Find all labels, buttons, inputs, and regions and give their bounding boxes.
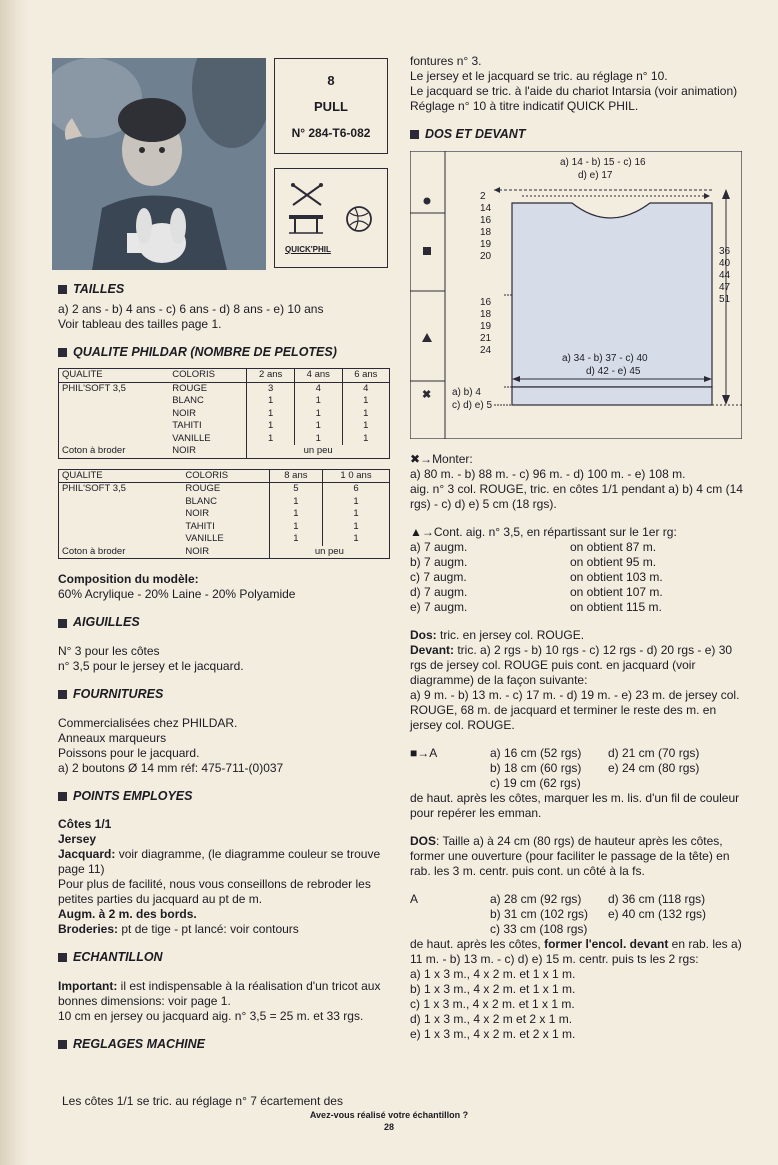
monter-line-1: a) 80 m. - b) 88 m. - c) 96 m. - d) 100 m. - e) 108 m. <box>410 466 686 481</box>
table-header-cell: COLORIS <box>169 369 247 382</box>
diagram-value: 19 <box>480 320 492 332</box>
right-top-1: fontures n° 3. <box>410 54 482 68</box>
tailles-line: a) 2 ans - b) 4 ans - c) 6 ans - d) 8 ans - e) 10 ans <box>58 301 324 316</box>
dos-line: Dos: tric. en jersey col. ROUGE. <box>410 627 585 642</box>
diagram-top-2: d) e) 17 <box>578 169 613 181</box>
table-row: VANILLE 1 1 1 <box>59 433 389 446</box>
qualite-table-1 <box>58 368 390 459</box>
diagram-value: 21 <box>480 332 492 344</box>
page-number: 28 <box>383 1122 394 1132</box>
diagram-value: 44 <box>719 269 731 281</box>
composition-text: 60% Acrylique - 20% Laine - 20% Polyamide <box>58 587 296 602</box>
diagram-left-b <box>480 297 491 357</box>
page-edge <box>0 0 28 1165</box>
table-row: PHIL'SOFT 3,5 ROUGE 5 6 <box>59 483 389 496</box>
mark-a2-block: A a) 28 cm (92 rgs) d) 36 cm (118 rgs) b) 31 cm (102 rgs) e) 40 cm (132 rgs) c) 33 cm (108 rgs) <box>410 891 707 936</box>
diagram-value: 40 <box>719 257 731 269</box>
table-row: TAHITI 1 1 <box>59 521 389 534</box>
diagram-value: 16 <box>480 296 492 308</box>
square-marker-icon <box>423 247 431 255</box>
table-row: Coton à broder NOIR un peu <box>59 445 389 458</box>
reglages-line-1: Les côtes 1/1 se tric. au réglage n° 7 écartement des <box>62 1094 343 1108</box>
cont-row: b) 7 augm. on obtient 95 m. <box>410 554 657 569</box>
cont-row: d) 7 augm. on obtient 107 m. <box>410 584 663 599</box>
mark-a2-label: A <box>410 891 419 906</box>
diagram-mid-1: a) 34 - b) 37 - c) 40 <box>562 352 648 364</box>
table-header-cell: 2 ans <box>247 369 295 382</box>
diagram-value: 51 <box>719 293 731 305</box>
diagram-value: 47 <box>719 281 731 293</box>
mark-a-label: ■→A <box>410 745 438 760</box>
diagram-value: 36 <box>719 245 731 257</box>
fournitures-line-4: a) 2 boutons Ø 14 mm réf: 475-711-(0)037 <box>58 760 284 775</box>
devant-line-2: a) 9 m. - b) 13 m. - c) 17 m. - d) 19 m. - e) 23 m. de jersey col. ROUGE, 68 m. de jacquard et terminer le reste des m. en jersey col. ROUGE. <box>410 687 740 732</box>
cont-row: a) 7 augm. on obtient 87 m. <box>410 539 657 554</box>
fournitures-line-1: Commercialisées chez PHILDAR. <box>58 715 238 730</box>
echantillon-important: Important: il est indispensable à la réalisation d'un tricot aux bonnes dimensions: voir page 1. <box>58 978 381 1008</box>
composition-title: Composition du modèle: <box>58 572 199 587</box>
diagram-bot-1: a) b) 4 <box>452 386 481 398</box>
diagram-right-values <box>719 246 730 306</box>
devant-line: Devant: tric. a) 2 rgs - b) 10 rgs - c) 12 rgs - d) 20 rgs - e) 30 rgs de jersey col. ROUGE puis cont. en jacquard (voir diagramme) de la façon suivante: <box>410 642 733 687</box>
table-header-cell: COLORIS <box>182 470 269 483</box>
quickphil-label: QUICK'PHIL <box>285 245 331 254</box>
qualite-table-2 <box>58 469 390 560</box>
points-conseil: Pour plus de facilité, nous vous conseillons de rebroder les petites parties du jacquard au pt de m. <box>58 877 371 907</box>
diagram-value: 2 <box>480 190 486 202</box>
dos-2: DOS: Taille a) à 24 cm (80 rgs) de hauteur après les côtes, former une ouverture (pour faciliter le passage de la tête) en rab. les 3 m. centr. puis cont. un côté à la fs. <box>410 833 730 878</box>
cont-label: ▲→Cont. aig. n° 3,5, en répartissant sur le 1er rg: <box>410 524 677 539</box>
points-jersey: Jersey <box>58 832 97 847</box>
table-row: Coton à broder NOIR un peu <box>59 546 389 559</box>
right-column <box>410 54 750 1042</box>
points-broderies: Broderies: pt de tige - pt lancé: voir contours <box>58 922 299 937</box>
right-top-3: Le jacquard se tric. à l'aide du chariot Intarsia (voir animation) <box>410 84 738 98</box>
table-row: NOIR 1 1 1 <box>59 408 389 421</box>
points-heading: POINTS EMPLOYES <box>58 789 398 805</box>
diagram-value: 18 <box>480 226 492 238</box>
aiguilles-heading: AIGUILLES <box>58 615 398 631</box>
triangle-marker-icon <box>422 333 432 342</box>
fournitures-line-3: Poissons pour le jacquard. <box>58 745 200 760</box>
table-header-cell: 8 ans <box>269 470 322 483</box>
circle-marker-icon <box>424 197 431 204</box>
dos-devant-diagram <box>410 151 742 439</box>
left-column <box>58 282 398 1052</box>
child-photo <box>52 58 266 270</box>
table-row: VANILLE 1 1 <box>59 533 389 546</box>
points-jacquard: Jacquard: voir diagramme, (le diagramme couleur se trouve page 11) <box>58 847 381 877</box>
right-top-4: Réglage n° 10 à titre indicatif QUICK PHIL. <box>410 99 639 113</box>
footer-question: Avez-vous réalisé votre échantillon ? <box>309 1110 469 1120</box>
tailles-heading: TAILLES <box>58 282 398 298</box>
table-row: NOIR 1 1 <box>59 508 389 521</box>
cont-row: c) 7 augm. on obtient 103 m. <box>410 569 663 584</box>
right-top-2: Le jersey et le jacquard se tric. au réglage n° 10. <box>410 69 668 83</box>
tailles-note: Voir tableau des tailles page 1. <box>58 316 222 331</box>
mark-a-after: de haut. après les côtes, marquer les m. lis. d'un fil de couleur pour repérer les emman. <box>410 790 740 820</box>
diagram-bot-2: c) d) e) 5 <box>452 399 493 411</box>
list-item: e) 1 x 3 m., 4 x 2 m. et 2 x 1 m. <box>410 1026 576 1041</box>
cross-marker-icon: ✖ <box>422 388 432 401</box>
encol-list <box>410 967 750 1042</box>
pattern-ref-box <box>274 58 388 154</box>
table-row: BLANC 1 1 1 <box>59 395 389 408</box>
monter-line-2: aig. n° 3 col. ROUGE, tric. en côtes 1/1 pendant a) b) 4 cm (14 rgs) - c) d) e) 5 cm (18 rgs). <box>410 481 743 511</box>
tools-box <box>274 168 388 268</box>
cont-rows <box>410 540 750 615</box>
table-row: TAHITI 1 1 1 <box>59 420 389 433</box>
mark-a-block: ■→A a) 16 cm (52 rgs) d) 21 cm (70 rgs) b) 18 cm (60 rgs) e) 24 cm (80 rgs) c) 19 cm (62 rgs) <box>410 745 700 790</box>
list-item: a) 1 x 3 m., 4 x 2 m. et 1 x 1 m. <box>410 966 576 981</box>
diagram-value: 14 <box>480 202 492 214</box>
list-item: d) 1 x 3 m., 4 x 2 m et 2 x 1 m. <box>410 1011 573 1026</box>
diagram-mid-2: d) 42 - e) 45 <box>586 365 641 377</box>
mark-a2-after: de haut. après les côtes, former l'encol. devant en rab. les a) 11 m. - b) 13 m. - c) d) e) 15 m. centr. puis ts les 2 rgs: <box>410 936 742 966</box>
fournitures-line-2: Anneaux marqueurs <box>58 730 167 745</box>
table-header-cell: QUALITE <box>59 369 169 382</box>
table-header-cell: 6 ans <box>342 369 389 382</box>
aiguilles-line-1: N° 3 pour les côtes <box>58 643 160 658</box>
list-item: c) 1 x 3 m., 4 x 2 m. et 1 x 1 m. <box>410 996 575 1011</box>
pattern-type: PULL <box>314 99 348 115</box>
table-row: BLANC 1 1 <box>59 496 389 509</box>
dos-heading: DOS ET DEVANT <box>410 127 750 143</box>
aiguilles-line-2: n° 3,5 pour le jersey et le jacquard. <box>58 658 244 673</box>
pattern-number: 8 <box>327 73 335 88</box>
diagram-value: 18 <box>480 308 492 320</box>
table-row: PHIL'SOFT 3,5 ROUGE 3 4 4 <box>59 382 389 395</box>
echantillon-line-2: 10 cm en jersey ou jacquard aig. n° 3,5 = 25 m. et 33 rgs. <box>58 1008 364 1023</box>
table-header-cell: QUALITE <box>59 470 182 483</box>
reglages-heading: REGLAGES MACHINE <box>58 1037 398 1053</box>
diagram-value: 20 <box>480 250 492 262</box>
diagram-value: 19 <box>480 238 492 250</box>
pattern-code: N° 284-T6-082 <box>291 125 371 140</box>
points-augm: Augm. à 2 m. des bords. <box>58 907 197 922</box>
echantillon-heading: ECHANTILLON <box>58 950 398 966</box>
qualite-heading: QUALITE PHILDAR (NOMBRE DE PELOTES) <box>58 345 398 361</box>
table-header-cell: 4 ans <box>294 369 342 382</box>
monter-label: ✖→Monter: <box>410 451 473 466</box>
diagram-value: 24 <box>480 344 492 356</box>
list-item: b) 1 x 3 m., 4 x 2 m. et 1 x 1 m. <box>410 981 576 996</box>
fournitures-heading: FOURNITURES <box>58 687 398 703</box>
diagram-left-a <box>480 191 491 263</box>
diagram-value: 16 <box>480 214 492 226</box>
points-cotes: Côtes 1/1 <box>58 817 112 832</box>
cont-row: e) 7 augm. on obtient 115 m. <box>410 599 662 614</box>
diagram-top-1: a) 14 - b) 15 - c) 16 <box>560 156 646 168</box>
table-header-cell: 1 0 ans <box>323 470 389 483</box>
